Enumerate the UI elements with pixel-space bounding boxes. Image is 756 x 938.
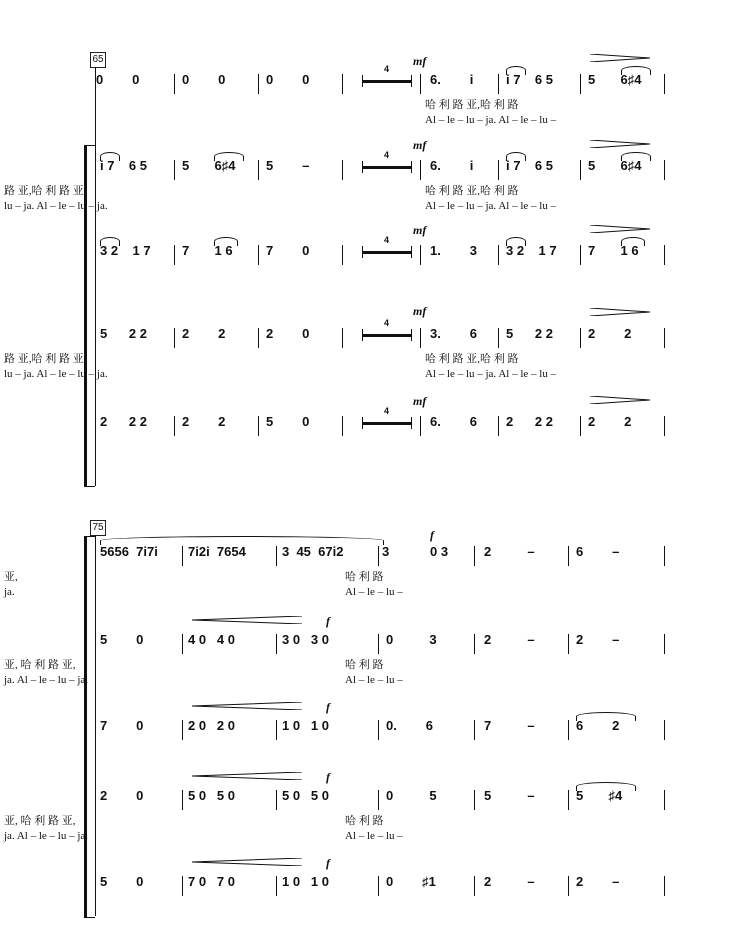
decrescendo-hairpin	[590, 308, 650, 316]
slur	[506, 66, 526, 75]
rest-count: 4	[384, 318, 390, 328]
barline	[276, 876, 277, 896]
lyrics-english: Al – le – lu –	[345, 674, 403, 686]
lyrics-english: Al – le – lu – ja. Al – le – lu –	[425, 114, 557, 126]
barline	[580, 74, 581, 94]
multi-rest	[362, 150, 412, 174]
notes-m3: 5 0 5 0	[282, 788, 329, 803]
lyrics-chinese: 哈 利 路	[345, 571, 384, 583]
notes-m5: 7 –	[484, 718, 535, 733]
multi-rest	[362, 318, 412, 342]
notes-m4b: 0 3	[430, 544, 449, 559]
measure-number: 75	[90, 520, 106, 536]
notes-m2: 7i2i 7654	[188, 544, 246, 559]
lyrics-chinese-left: 路 亚,哈 利 路 亚,	[4, 353, 87, 365]
barline	[342, 74, 343, 94]
barline	[378, 546, 379, 566]
decrescendo-hairpin	[590, 140, 650, 148]
dynamic-mark: f	[326, 770, 330, 784]
barline	[342, 416, 343, 436]
notes-m3: 3 0 3 0	[282, 632, 329, 647]
barline	[568, 876, 569, 896]
barline	[664, 74, 665, 94]
tie	[576, 712, 636, 721]
notes-m1: 5 2 2	[100, 326, 147, 341]
notes-m3: 5 –	[266, 158, 310, 173]
slur	[100, 237, 120, 246]
notes-m7: 2 2	[588, 414, 632, 429]
barline	[342, 160, 343, 180]
notes-m5: 5 –	[484, 788, 535, 803]
notes-m4: 0 5	[386, 788, 437, 803]
barline	[174, 160, 175, 180]
barline	[182, 876, 183, 896]
barline	[182, 546, 183, 566]
slur	[621, 237, 645, 246]
barline	[258, 245, 259, 265]
barline	[474, 546, 475, 566]
measure-number: 65	[90, 52, 106, 68]
lyrics-chinese-left: 路 亚,哈 利 路 亚,	[4, 185, 87, 197]
notes-m3: 0 0	[266, 72, 310, 87]
lyrics-english-left: lu – ja. Al – le – lu – ja.	[4, 200, 108, 212]
notes-m3: 1 0 1 0	[282, 874, 329, 889]
multi-rest	[362, 64, 412, 88]
notes-m2: 2 2	[182, 414, 226, 429]
notes-m6: i 7 6 5	[506, 158, 553, 173]
barline	[182, 790, 183, 810]
barline	[498, 74, 499, 94]
barline	[568, 546, 569, 566]
barline	[276, 720, 277, 740]
notes-m2: 2 0 2 0	[188, 718, 235, 733]
barline	[580, 160, 581, 180]
notes-m5: 1. 3	[430, 243, 477, 258]
notes-m1: 2 2 2	[100, 414, 147, 429]
decrescendo-hairpin	[590, 225, 650, 233]
lyrics-chinese: 哈 利 路	[345, 659, 384, 671]
barline	[498, 160, 499, 180]
notes-m1: 5 0	[100, 874, 144, 889]
notes-m7: 7 1 6	[588, 243, 639, 258]
lyrics-english-left: ja.	[4, 586, 15, 598]
barline	[664, 876, 665, 896]
notes-m3: 1 0 1 0	[282, 718, 329, 733]
barline	[664, 634, 665, 654]
slur	[621, 152, 651, 161]
dynamic-mark: mf	[413, 223, 427, 237]
slur	[100, 152, 120, 161]
barline	[664, 160, 665, 180]
notes-m3: 7 0	[266, 243, 310, 258]
barline	[420, 74, 421, 94]
lyrics-chinese: 哈 利 路 亚,哈 利 路	[425, 353, 519, 365]
barline	[420, 328, 421, 348]
notes-m2: 0 0	[182, 72, 226, 87]
decrescendo-hairpin	[590, 54, 650, 62]
barline	[474, 876, 475, 896]
notes-m3: 5 0	[266, 414, 310, 429]
barline	[276, 634, 277, 654]
barline	[174, 74, 175, 94]
notes-left: 0 0	[96, 72, 140, 87]
notes-m7: 5 6♯4	[588, 72, 642, 87]
barline	[420, 160, 421, 180]
rest-count: 4	[384, 406, 390, 416]
notes-m5: 2 –	[484, 874, 535, 889]
notes-m6: 2 –	[576, 874, 620, 889]
barline	[664, 790, 665, 810]
notes-m6: 3 2 1 7	[506, 243, 557, 258]
slur	[621, 66, 651, 75]
barline	[664, 720, 665, 740]
lyrics-english: Al – le – lu –	[345, 830, 403, 842]
notes-m5: 6. i	[430, 158, 474, 173]
notes-m5: 3. 6	[430, 326, 477, 341]
lyrics-english: Al – le – lu – ja. Al – le – lu –	[425, 368, 557, 380]
system-bracket	[84, 536, 95, 918]
barline	[174, 245, 175, 265]
notes-m7: 5 6♯4	[588, 158, 642, 173]
notes-m3: 2 0	[266, 326, 310, 341]
system-line	[95, 536, 96, 916]
notes-m2: 5 0 5 0	[188, 788, 235, 803]
notes-m1: 3 2 1 7	[100, 243, 151, 258]
slur	[214, 237, 238, 246]
notes-m4: 0 3	[386, 632, 437, 647]
dynamic-mark: mf	[413, 138, 427, 152]
dynamic-mark: f	[326, 614, 330, 628]
slur	[214, 152, 244, 161]
notes-m4: 0 ♯1	[386, 874, 436, 889]
multi-rest	[362, 235, 412, 259]
barline	[342, 328, 343, 348]
dynamic-mark: mf	[413, 304, 427, 318]
barline	[568, 634, 569, 654]
barline	[174, 416, 175, 436]
phrase-slur	[100, 536, 384, 545]
crescendo-hairpin	[192, 772, 302, 780]
barline	[580, 245, 581, 265]
barline	[174, 328, 175, 348]
barline	[580, 328, 581, 348]
barline	[498, 245, 499, 265]
lyrics-english-left: ja. Al – le – lu – ja.	[4, 830, 89, 842]
barline	[474, 634, 475, 654]
barline	[664, 416, 665, 436]
barline	[342, 245, 343, 265]
barline	[258, 160, 259, 180]
barline	[420, 245, 421, 265]
barline	[568, 790, 569, 810]
lyrics-chinese: 哈 利 路	[345, 815, 384, 827]
lyrics-chinese-left: 亚, 哈 利 路 亚,	[4, 659, 76, 671]
notes-m6: 6 –	[576, 544, 620, 559]
crescendo-hairpin	[192, 616, 302, 624]
notes-m5: 2 –	[484, 632, 535, 647]
barline	[276, 546, 277, 566]
lyrics-english: Al – le – lu –	[345, 586, 403, 598]
barline	[182, 720, 183, 740]
lyrics-chinese-left: 亚, 哈 利 路 亚,	[4, 815, 76, 827]
barline	[580, 416, 581, 436]
barline	[474, 790, 475, 810]
barline	[378, 634, 379, 654]
notes-m4: 3	[382, 544, 390, 559]
barline	[276, 790, 277, 810]
notes-m2: 7 0 7 0	[188, 874, 235, 889]
barline	[498, 416, 499, 436]
notes-m5: 6. 6	[430, 414, 477, 429]
barline	[664, 546, 665, 566]
dynamic-mark: f	[326, 856, 330, 870]
lyrics-english: Al – le – lu – ja. Al – le – lu –	[425, 200, 557, 212]
notes-m5: 2 –	[484, 544, 535, 559]
notes-m1: 7 0	[100, 718, 144, 733]
barline	[378, 790, 379, 810]
rest-count: 4	[384, 235, 390, 245]
barline	[378, 720, 379, 740]
notes-m2: 4 0 4 0	[188, 632, 235, 647]
notes-m2: 5 6♯4	[182, 158, 236, 173]
barline	[378, 876, 379, 896]
barline	[568, 720, 569, 740]
notes-m4: 0. 6	[386, 718, 433, 733]
notes-m1: i 7 6 5	[100, 158, 147, 173]
lyrics-english-left: ja. Al – le – lu – ja.	[4, 674, 89, 686]
rest-count: 4	[384, 64, 390, 74]
barline	[664, 245, 665, 265]
system-line	[95, 68, 96, 486]
notes-m6: i 7 6 5	[506, 72, 553, 87]
tie	[576, 782, 636, 791]
barline	[258, 74, 259, 94]
notes-m7: 2 2	[588, 326, 632, 341]
notes-m3: 3 45 67i2	[282, 544, 344, 559]
lyrics-chinese-left: 亚,	[4, 571, 18, 583]
notes-m1: 2 0	[100, 788, 144, 803]
lyrics-chinese: 哈 利 路 亚,哈 利 路	[425, 185, 519, 197]
multi-rest	[362, 406, 412, 430]
dynamic-mark: f	[430, 528, 434, 542]
barline	[182, 634, 183, 654]
barline	[474, 720, 475, 740]
slur	[506, 237, 526, 246]
barline	[664, 328, 665, 348]
dynamic-mark: mf	[413, 394, 427, 408]
barline	[258, 328, 259, 348]
notes-m2: 2 2	[182, 326, 226, 341]
barline	[420, 416, 421, 436]
lyrics-chinese: 哈 利 路 亚,哈 利 路	[425, 99, 519, 111]
dynamic-mark: f	[326, 700, 330, 714]
notes-m6: 5 ♯4	[576, 788, 623, 803]
notes-m6: 6 2	[576, 718, 620, 733]
notes-m2: 7 1 6	[182, 243, 233, 258]
barline	[498, 328, 499, 348]
notes-m6: 2 –	[576, 632, 620, 647]
lyrics-english-left: lu – ja. Al – le – lu – ja.	[4, 368, 108, 380]
rest-count: 4	[384, 150, 390, 160]
crescendo-hairpin	[192, 702, 302, 710]
barline	[258, 416, 259, 436]
notes-m1: 5 0	[100, 632, 144, 647]
notes-m1: 5656 7i7i	[100, 544, 158, 559]
crescendo-hairpin	[192, 858, 302, 866]
notes-m6: 2 2 2	[506, 414, 553, 429]
dynamic-mark: mf	[413, 54, 427, 68]
notes-m6: 5 2 2	[506, 326, 553, 341]
slur	[506, 152, 526, 161]
notes-m5: 6. i	[430, 72, 474, 87]
decrescendo-hairpin	[590, 396, 650, 404]
